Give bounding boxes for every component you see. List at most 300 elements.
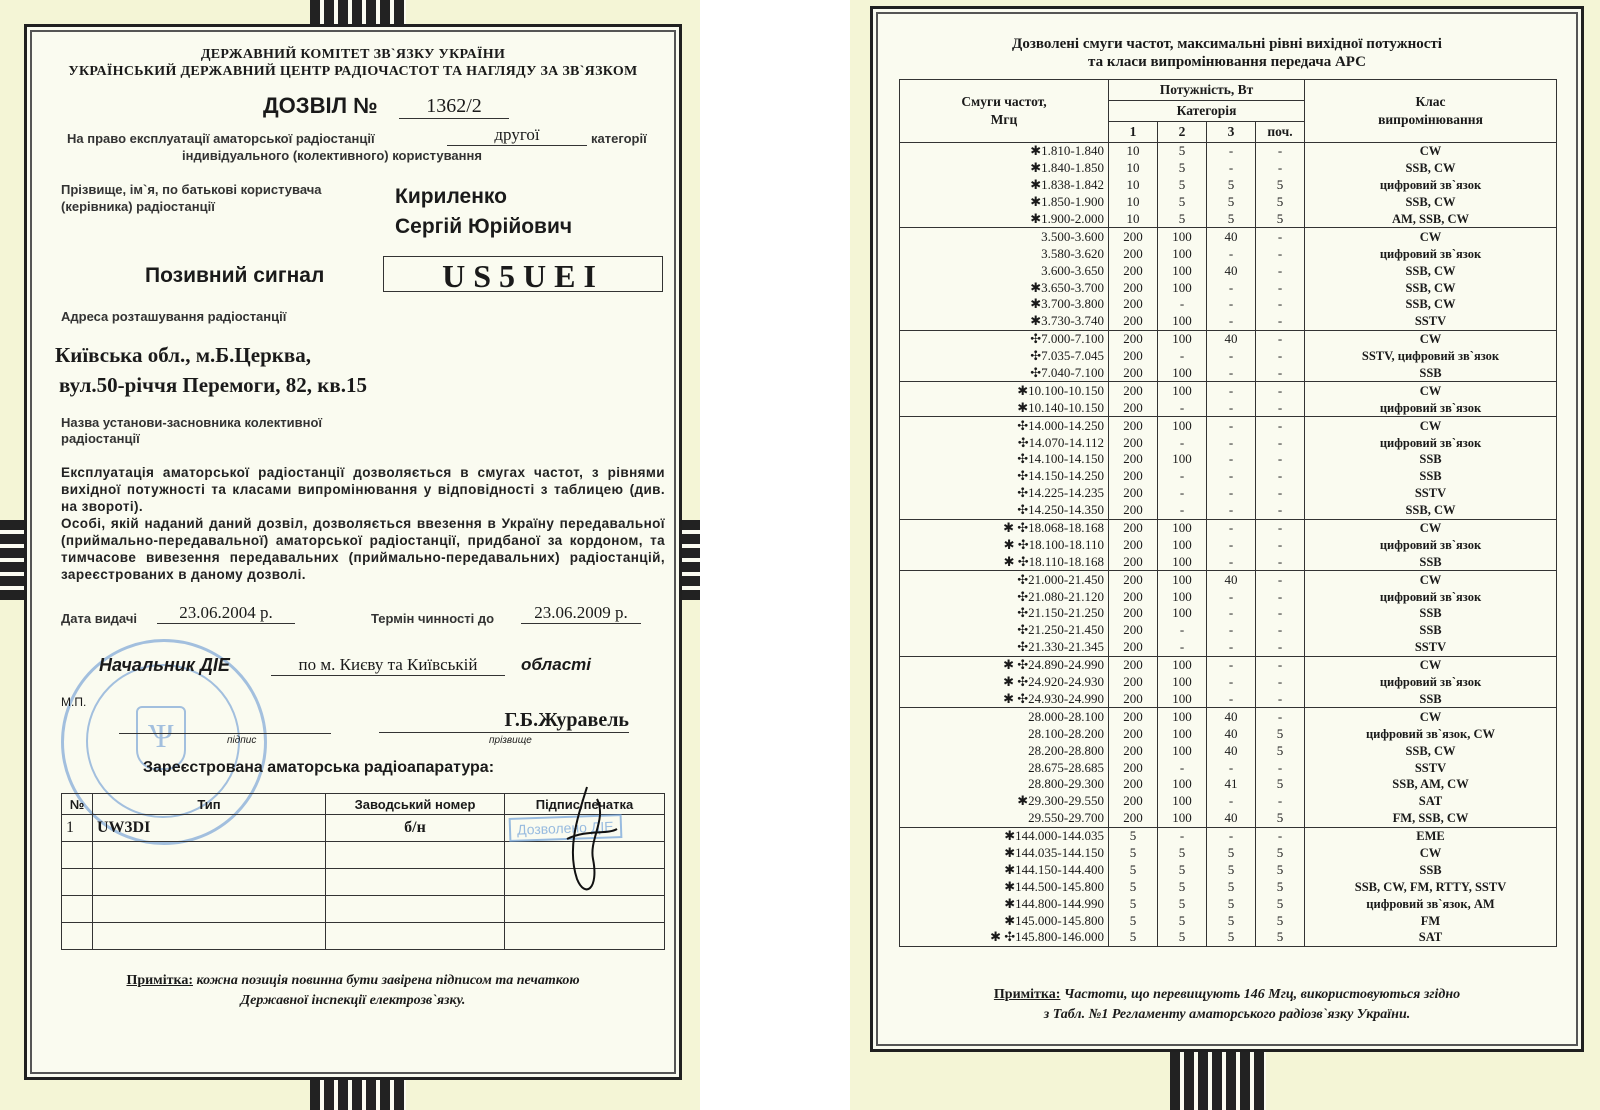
table-row bbox=[900, 160, 1557, 177]
permit-paragraph-1: Експлуатація аматорської радіостанції дозволяється в смугах частот, з рівнями вихідної потужності та класами випромінювання у відповідності з таблицею (див. на звороті). bbox=[61, 465, 665, 514]
issuer-header-line1: ДЕРЖАВНИЙ КОМІТЕТ ЗВ`ЯЗКУ УКРАЇНИ bbox=[200, 47, 506, 62]
permit-number: 1362/2 bbox=[399, 95, 509, 119]
col-category-header: Категорія bbox=[1109, 101, 1305, 122]
table-row bbox=[900, 262, 1557, 279]
table-row bbox=[900, 776, 1557, 793]
power-cat1-cell: 5 bbox=[1109, 845, 1158, 862]
col-cat-1: 1 bbox=[1109, 122, 1158, 143]
emission-class-cell: цифровий зв`язок bbox=[1305, 536, 1557, 553]
table-row bbox=[900, 417, 1557, 434]
power-beginner-cell: - bbox=[1256, 382, 1305, 399]
band-cell: ✱144.150-144.400 bbox=[900, 861, 1109, 878]
band-cell: 28.675-28.685 bbox=[900, 759, 1109, 776]
frequency-title-line1: Дозволені смуги частот, максимальні рівні вихідної потужності bbox=[1012, 36, 1442, 52]
table-row bbox=[900, 279, 1557, 296]
power-cat1-cell: 200 bbox=[1109, 725, 1158, 742]
table-row bbox=[900, 639, 1557, 656]
band-cell: 28.200-28.800 bbox=[900, 742, 1109, 759]
col-serial: Заводський номер bbox=[326, 794, 505, 815]
emission-class-cell: цифровий зв`язок bbox=[1305, 399, 1557, 416]
table-row bbox=[900, 485, 1557, 502]
table-row bbox=[900, 502, 1557, 519]
band-cell: ✣14.250-14.350 bbox=[900, 502, 1109, 519]
power-beginner-cell: - bbox=[1256, 365, 1305, 382]
col-number: № bbox=[62, 794, 93, 815]
power-cat3-cell: - bbox=[1207, 160, 1256, 177]
power-cat2-cell: 100 bbox=[1158, 793, 1207, 810]
power-cat1-cell: 10 bbox=[1109, 160, 1158, 177]
emission-class-cell: FM bbox=[1305, 912, 1557, 929]
power-beginner-cell: 5 bbox=[1256, 845, 1305, 862]
band-cell: ✱29.300-29.550 bbox=[900, 793, 1109, 810]
power-beginner-cell: - bbox=[1256, 622, 1305, 639]
address-line1: Київська обл., м.Б.Церква, bbox=[55, 343, 311, 367]
band-cell: ✱ ✣24.930-24.990 bbox=[900, 691, 1109, 708]
emission-class-cell: SSB, CW bbox=[1305, 742, 1557, 759]
table-row bbox=[900, 878, 1557, 895]
power-cat1-cell: 200 bbox=[1109, 519, 1158, 536]
table-row bbox=[900, 177, 1557, 194]
handwritten-signature bbox=[547, 779, 627, 909]
power-cat2-cell: 100 bbox=[1158, 571, 1207, 588]
band-cell: ✱ ✣145.800-146.000 bbox=[900, 929, 1109, 946]
power-beginner-cell: - bbox=[1256, 656, 1305, 673]
power-cat3-cell: 40 bbox=[1207, 725, 1256, 742]
power-cat1-cell: 200 bbox=[1109, 485, 1158, 502]
permit-back-sheet bbox=[870, 6, 1584, 1052]
power-beginner-cell: - bbox=[1256, 434, 1305, 451]
emission-class-cell: AM, SSB, CW bbox=[1305, 211, 1557, 228]
band-cell: ✱1.850-1.900 bbox=[900, 194, 1109, 211]
power-cat3-cell: - bbox=[1207, 399, 1256, 416]
table-row bbox=[900, 382, 1557, 399]
power-cat3-cell: 5 bbox=[1207, 861, 1256, 878]
power-beginner-cell: - bbox=[1256, 313, 1305, 330]
power-cat2-cell: - bbox=[1158, 434, 1207, 451]
emission-class-cell: SSB bbox=[1305, 605, 1557, 622]
emission-class-cell: SSB, CW bbox=[1305, 279, 1557, 296]
row-serial: б/н bbox=[326, 815, 505, 842]
power-cat3-cell: 40 bbox=[1207, 228, 1256, 245]
power-cat1-cell: 200 bbox=[1109, 810, 1158, 827]
institution-label: Назва установи-засновника колективної радіостанції bbox=[61, 415, 323, 446]
frequency-table-body bbox=[900, 143, 1557, 947]
band-cell: ✱10.100-10.150 bbox=[900, 382, 1109, 399]
power-cat1-cell: 200 bbox=[1109, 296, 1158, 313]
power-cat1-cell: 200 bbox=[1109, 279, 1158, 296]
table-row bbox=[900, 211, 1557, 228]
band-cell: ✱144.800-144.990 bbox=[900, 895, 1109, 912]
emission-class-cell: CW bbox=[1305, 382, 1557, 399]
power-cat1-cell: 200 bbox=[1109, 330, 1158, 347]
power-cat3-cell: - bbox=[1207, 622, 1256, 639]
band-cell: ✣14.070-14.112 bbox=[900, 434, 1109, 451]
table-row bbox=[900, 827, 1557, 844]
power-cat2-cell: 100 bbox=[1158, 810, 1207, 827]
power-cat1-cell: 10 bbox=[1109, 194, 1158, 211]
table-row bbox=[900, 861, 1557, 878]
power-cat2-cell: 100 bbox=[1158, 519, 1207, 536]
power-cat1-cell: 200 bbox=[1109, 245, 1158, 262]
address-line2: вул.50-річчя Перемоги, 82, кв.15 bbox=[59, 373, 367, 397]
power-cat2-cell: - bbox=[1158, 622, 1207, 639]
band-cell: ✣14.100-14.150 bbox=[900, 451, 1109, 468]
power-cat1-cell: 200 bbox=[1109, 759, 1158, 776]
emission-class-cell: SSB bbox=[1305, 622, 1557, 639]
table-row bbox=[900, 245, 1557, 262]
power-beginner-cell: - bbox=[1256, 279, 1305, 296]
power-cat1-cell: 200 bbox=[1109, 451, 1158, 468]
power-cat2-cell: 100 bbox=[1158, 588, 1207, 605]
table-row bbox=[900, 451, 1557, 468]
power-cat2-cell: 100 bbox=[1158, 691, 1207, 708]
table-row bbox=[900, 434, 1557, 451]
power-cat2-cell: 5 bbox=[1158, 912, 1207, 929]
power-cat3-cell: 40 bbox=[1207, 262, 1256, 279]
back-note-label: Примітка: bbox=[993, 987, 1061, 1002]
power-cat1-cell: 200 bbox=[1109, 605, 1158, 622]
table-row bbox=[900, 313, 1557, 330]
power-cat3-cell: 40 bbox=[1207, 810, 1256, 827]
power-cat2-cell: 100 bbox=[1158, 451, 1207, 468]
table-row bbox=[900, 845, 1557, 862]
power-cat2-cell: 5 bbox=[1158, 194, 1207, 211]
band-cell: ✣14.000-14.250 bbox=[900, 417, 1109, 434]
table-row bbox=[900, 929, 1557, 946]
band-cell: 3.600-3.650 bbox=[900, 262, 1109, 279]
power-cat3-cell: 41 bbox=[1207, 776, 1256, 793]
emission-class-cell: CW bbox=[1305, 571, 1557, 588]
power-cat2-cell: 100 bbox=[1158, 228, 1207, 245]
band-cell: ✱ ✣18.110-18.168 bbox=[900, 553, 1109, 570]
power-beginner-cell: - bbox=[1256, 143, 1305, 160]
power-cat2-cell: 5 bbox=[1158, 143, 1207, 160]
power-cat1-cell: 5 bbox=[1109, 895, 1158, 912]
emission-class-cell: SSB bbox=[1305, 468, 1557, 485]
power-beginner-cell: - bbox=[1256, 605, 1305, 622]
table-row bbox=[900, 588, 1557, 605]
band-cell: ✱ ✣18.068-18.168 bbox=[900, 519, 1109, 536]
address-label: Адреса розташування радіостанції bbox=[61, 309, 287, 324]
valid-until-date: 23.06.2009 р. bbox=[521, 603, 641, 624]
permit-back-page bbox=[850, 0, 1600, 1110]
power-cat2-cell: - bbox=[1158, 399, 1207, 416]
emission-class-cell: SSB bbox=[1305, 365, 1557, 382]
valid-until-label: Термін чинності до bbox=[371, 611, 495, 626]
power-cat3-cell: - bbox=[1207, 313, 1256, 330]
power-cat1-cell: 200 bbox=[1109, 434, 1158, 451]
category-label: категорії bbox=[591, 131, 647, 146]
user-given-name: Сергій Юрійович bbox=[395, 215, 573, 238]
power-cat2-cell: 5 bbox=[1158, 177, 1207, 194]
power-cat2-cell: 100 bbox=[1158, 605, 1207, 622]
band-cell: ✣21.330-21.345 bbox=[900, 639, 1109, 656]
band-cell: ✱3.730-3.740 bbox=[900, 313, 1109, 330]
power-cat2-cell: 100 bbox=[1158, 536, 1207, 553]
power-cat1-cell: 200 bbox=[1109, 502, 1158, 519]
power-cat1-cell: 200 bbox=[1109, 776, 1158, 793]
power-cat2-cell: 5 bbox=[1158, 845, 1207, 862]
power-cat2-cell: 100 bbox=[1158, 708, 1207, 725]
power-cat2-cell: 100 bbox=[1158, 725, 1207, 742]
power-cat3-cell: - bbox=[1207, 827, 1256, 844]
power-cat1-cell: 200 bbox=[1109, 708, 1158, 725]
emission-class-cell: цифровий зв`язок, AM bbox=[1305, 895, 1557, 912]
power-cat1-cell: 200 bbox=[1109, 365, 1158, 382]
band-cell: ✣14.225-14.235 bbox=[900, 485, 1109, 502]
power-cat2-cell: 100 bbox=[1158, 417, 1207, 434]
issue-date: 23.06.2004 р. bbox=[157, 603, 295, 624]
power-cat1-cell: 200 bbox=[1109, 399, 1158, 416]
emission-class-cell: SAT bbox=[1305, 793, 1557, 810]
seal-place-label: М.П. bbox=[61, 695, 87, 709]
band-cell: ✱3.650-3.700 bbox=[900, 279, 1109, 296]
power-cat2-cell: 100 bbox=[1158, 382, 1207, 399]
table-row bbox=[900, 571, 1557, 588]
table-row bbox=[900, 691, 1557, 708]
power-cat3-cell: 5 bbox=[1207, 194, 1256, 211]
power-cat1-cell: 200 bbox=[1109, 742, 1158, 759]
emission-class-cell: SSB, CW bbox=[1305, 262, 1557, 279]
table-row bbox=[900, 536, 1557, 553]
power-cat1-cell: 5 bbox=[1109, 912, 1158, 929]
power-beginner-cell: - bbox=[1256, 827, 1305, 844]
power-cat1-cell: 200 bbox=[1109, 348, 1158, 365]
power-beginner-cell: - bbox=[1256, 451, 1305, 468]
table-row bbox=[900, 468, 1557, 485]
power-beginner-cell: - bbox=[1256, 262, 1305, 279]
table-row bbox=[900, 330, 1557, 347]
power-cat1-cell: 5 bbox=[1109, 878, 1158, 895]
table-row bbox=[900, 895, 1557, 912]
power-cat3-cell: - bbox=[1207, 143, 1256, 160]
table-row bbox=[900, 605, 1557, 622]
power-cat1-cell: 200 bbox=[1109, 313, 1158, 330]
power-beginner-cell: - bbox=[1256, 399, 1305, 416]
col-power-header: Потужність, Вт bbox=[1109, 80, 1305, 101]
power-cat3-cell: - bbox=[1207, 485, 1256, 502]
row-type: UW3DI bbox=[93, 815, 326, 842]
power-cat1-cell: 200 bbox=[1109, 674, 1158, 691]
emission-class-cell: SSB, CW bbox=[1305, 160, 1557, 177]
table-row bbox=[900, 553, 1557, 570]
emission-class-cell: SSB bbox=[1305, 451, 1557, 468]
power-cat1-cell: 10 bbox=[1109, 143, 1158, 160]
power-cat3-cell: - bbox=[1207, 468, 1256, 485]
band-cell: ✱ ✣18.100-18.110 bbox=[900, 536, 1109, 553]
power-cat3-cell: 5 bbox=[1207, 211, 1256, 228]
power-cat1-cell: 5 bbox=[1109, 861, 1158, 878]
power-beginner-cell: 5 bbox=[1256, 742, 1305, 759]
power-cat2-cell: - bbox=[1158, 502, 1207, 519]
power-cat1-cell: 200 bbox=[1109, 571, 1158, 588]
user-name-label: Прізвище, ім`я, по батькові користувача (керівника) радіостанції bbox=[61, 182, 322, 214]
power-beginner-cell: - bbox=[1256, 708, 1305, 725]
emission-class-cell: FM, SSB, CW bbox=[1305, 810, 1557, 827]
power-cat3-cell: - bbox=[1207, 536, 1256, 553]
back-note bbox=[873, 985, 1581, 1025]
table-row bbox=[900, 622, 1557, 639]
emission-class-cell: SSB bbox=[1305, 861, 1557, 878]
callsign-value: US5UEI bbox=[383, 256, 663, 292]
power-cat3-cell: - bbox=[1207, 245, 1256, 262]
band-cell: ✣21.080-21.120 bbox=[900, 588, 1109, 605]
power-beginner-cell: - bbox=[1256, 571, 1305, 588]
power-beginner-cell: 5 bbox=[1256, 929, 1305, 946]
table-row bbox=[900, 143, 1557, 160]
back-bottom-binding-stripe bbox=[1170, 1046, 1266, 1110]
power-beginner-cell: - bbox=[1256, 536, 1305, 553]
surname-caption: прізвище bbox=[489, 735, 532, 746]
registered-equipment-title: Зареєстрована аматорська радіоапаратура: bbox=[143, 759, 495, 776]
front-note-label: Примітка: bbox=[126, 973, 193, 988]
power-beginner-cell: 5 bbox=[1256, 878, 1305, 895]
power-cat1-cell: 5 bbox=[1109, 827, 1158, 844]
table-row bbox=[900, 742, 1557, 759]
issue-date-label: Дата видачі bbox=[61, 611, 138, 626]
emission-class-cell: цифровий зв`язок, CW bbox=[1305, 725, 1557, 742]
power-cat3-cell: 40 bbox=[1207, 708, 1256, 725]
power-cat2-cell: - bbox=[1158, 639, 1207, 656]
band-cell: ✱10.140-10.150 bbox=[900, 399, 1109, 416]
band-cell: ✱144.500-145.800 bbox=[900, 878, 1109, 895]
power-cat3-cell: - bbox=[1207, 434, 1256, 451]
band-cell: 29.550-29.700 bbox=[900, 810, 1109, 827]
band-cell: ✣21.250-21.450 bbox=[900, 622, 1109, 639]
power-beginner-cell: - bbox=[1256, 160, 1305, 177]
power-cat2-cell: 100 bbox=[1158, 279, 1207, 296]
power-cat2-cell: 100 bbox=[1158, 330, 1207, 347]
power-cat2-cell: 5 bbox=[1158, 878, 1207, 895]
power-cat1-cell: 200 bbox=[1109, 639, 1158, 656]
band-cell: ✱ ✣24.890-24.990 bbox=[900, 656, 1109, 673]
emission-class-cell: CW bbox=[1305, 845, 1557, 862]
power-beginner-cell: - bbox=[1256, 553, 1305, 570]
power-cat1-cell: 10 bbox=[1109, 211, 1158, 228]
power-beginner-cell: 5 bbox=[1256, 211, 1305, 228]
power-beginner-cell: 5 bbox=[1256, 177, 1305, 194]
power-cat3-cell: 5 bbox=[1207, 912, 1256, 929]
power-beginner-cell: - bbox=[1256, 519, 1305, 536]
band-cell: ✱144.000-144.035 bbox=[900, 827, 1109, 844]
power-cat1-cell: 200 bbox=[1109, 553, 1158, 570]
power-cat2-cell: 5 bbox=[1158, 861, 1207, 878]
emission-class-cell: CW bbox=[1305, 330, 1557, 347]
power-cat3-cell: 5 bbox=[1207, 929, 1256, 946]
power-cat3-cell: - bbox=[1207, 639, 1256, 656]
front-note-line2: Державної інспекції електрозв`язку. bbox=[240, 993, 466, 1008]
power-beginner-cell: - bbox=[1256, 417, 1305, 434]
power-cat2-cell: 100 bbox=[1158, 245, 1207, 262]
table-row bbox=[900, 810, 1557, 827]
power-cat2-cell: 100 bbox=[1158, 674, 1207, 691]
power-cat3-cell: 40 bbox=[1207, 742, 1256, 759]
power-cat1-cell: 200 bbox=[1109, 691, 1158, 708]
power-cat1-cell: 200 bbox=[1109, 228, 1158, 245]
chief-name: Г.Б.Журавель bbox=[379, 709, 629, 733]
band-cell: 28.800-29.300 bbox=[900, 776, 1109, 793]
emission-class-cell: CW bbox=[1305, 656, 1557, 673]
power-cat3-cell: - bbox=[1207, 451, 1256, 468]
emission-class-cell: SSTV bbox=[1305, 485, 1557, 502]
col-type: Тип bbox=[93, 794, 326, 815]
power-cat3-cell: - bbox=[1207, 365, 1256, 382]
power-beginner-cell: - bbox=[1256, 674, 1305, 691]
col-cat-2: 2 bbox=[1158, 122, 1207, 143]
user-surname: Кириленко bbox=[395, 185, 507, 208]
power-cat3-cell: - bbox=[1207, 605, 1256, 622]
power-cat2-cell: 100 bbox=[1158, 553, 1207, 570]
power-cat2-cell: 5 bbox=[1158, 895, 1207, 912]
emission-class-cell: CW bbox=[1305, 519, 1557, 536]
power-cat3-cell: - bbox=[1207, 793, 1256, 810]
power-cat1-cell: 200 bbox=[1109, 622, 1158, 639]
power-cat2-cell: 100 bbox=[1158, 365, 1207, 382]
power-cat3-cell: - bbox=[1207, 674, 1256, 691]
table-row bbox=[900, 365, 1557, 382]
chief-region-tail: області bbox=[521, 655, 592, 674]
callsign-label: Позивний сигнал bbox=[145, 264, 325, 287]
power-cat1-cell: 10 bbox=[1109, 177, 1158, 194]
power-cat2-cell: - bbox=[1158, 296, 1207, 313]
table-row bbox=[900, 793, 1557, 810]
power-beginner-cell: 5 bbox=[1256, 194, 1305, 211]
back-note-line2: з Табл. №1 Регламенту аматорського радіозв`язку України. bbox=[1043, 1007, 1411, 1022]
top-binding-stripe bbox=[310, 0, 406, 24]
table-row bbox=[900, 656, 1557, 673]
power-beginner-cell: 5 bbox=[1256, 895, 1305, 912]
band-cell: ✣21.150-21.250 bbox=[900, 605, 1109, 622]
emission-class-cell: SSB, CW bbox=[1305, 502, 1557, 519]
power-cat3-cell: 5 bbox=[1207, 878, 1256, 895]
band-cell: ✣7.035-7.045 bbox=[900, 348, 1109, 365]
power-cat3-cell: - bbox=[1207, 656, 1256, 673]
power-beginner-cell: - bbox=[1256, 348, 1305, 365]
emission-class-cell: цифровий зв`язок bbox=[1305, 177, 1557, 194]
power-beginner-cell: - bbox=[1256, 245, 1305, 262]
power-beginner-cell: - bbox=[1256, 296, 1305, 313]
power-cat2-cell: 100 bbox=[1158, 262, 1207, 279]
power-beginner-cell: 5 bbox=[1256, 912, 1305, 929]
emission-class-cell: SSB bbox=[1305, 691, 1557, 708]
power-cat3-cell: - bbox=[1207, 759, 1256, 776]
emission-class-cell: CW bbox=[1305, 143, 1557, 160]
frequency-table bbox=[899, 79, 1557, 947]
emission-class-cell: CW bbox=[1305, 708, 1557, 725]
power-cat1-cell: 200 bbox=[1109, 588, 1158, 605]
band-cell: 3.580-3.620 bbox=[900, 245, 1109, 262]
table-row bbox=[900, 674, 1557, 691]
signature-line bbox=[119, 733, 331, 734]
emission-class-cell: EME bbox=[1305, 827, 1557, 844]
power-cat2-cell: 100 bbox=[1158, 313, 1207, 330]
col-band-header: Смуги частот, Мгц bbox=[900, 80, 1109, 143]
col-signature: Підпис/печатка bbox=[505, 794, 665, 815]
row-number: 1 bbox=[62, 815, 93, 842]
table-row bbox=[900, 912, 1557, 929]
power-cat1-cell: 200 bbox=[1109, 262, 1158, 279]
table-row bbox=[900, 399, 1557, 416]
band-cell: ✱1.810-1.840 bbox=[900, 143, 1109, 160]
power-cat3-cell: - bbox=[1207, 588, 1256, 605]
permit-paragraph-2: Особі, якій наданий даний дозвіл, дозволяється ввезення в Україну передавальної (приймально-передавальної) аматорської радіостанції, придбаної за кордоном, та тимчасове вивезення передавальних (приймально-передавальних) радіостанцій, зареєстрованих в даному дозволі. bbox=[61, 516, 665, 582]
power-cat2-cell: 5 bbox=[1158, 211, 1207, 228]
power-cat3-cell: - bbox=[1207, 348, 1256, 365]
col-cat-3: 3 bbox=[1207, 122, 1256, 143]
table-row bbox=[900, 759, 1557, 776]
power-beginner-cell: - bbox=[1256, 330, 1305, 347]
power-cat2-cell: 5 bbox=[1158, 160, 1207, 177]
